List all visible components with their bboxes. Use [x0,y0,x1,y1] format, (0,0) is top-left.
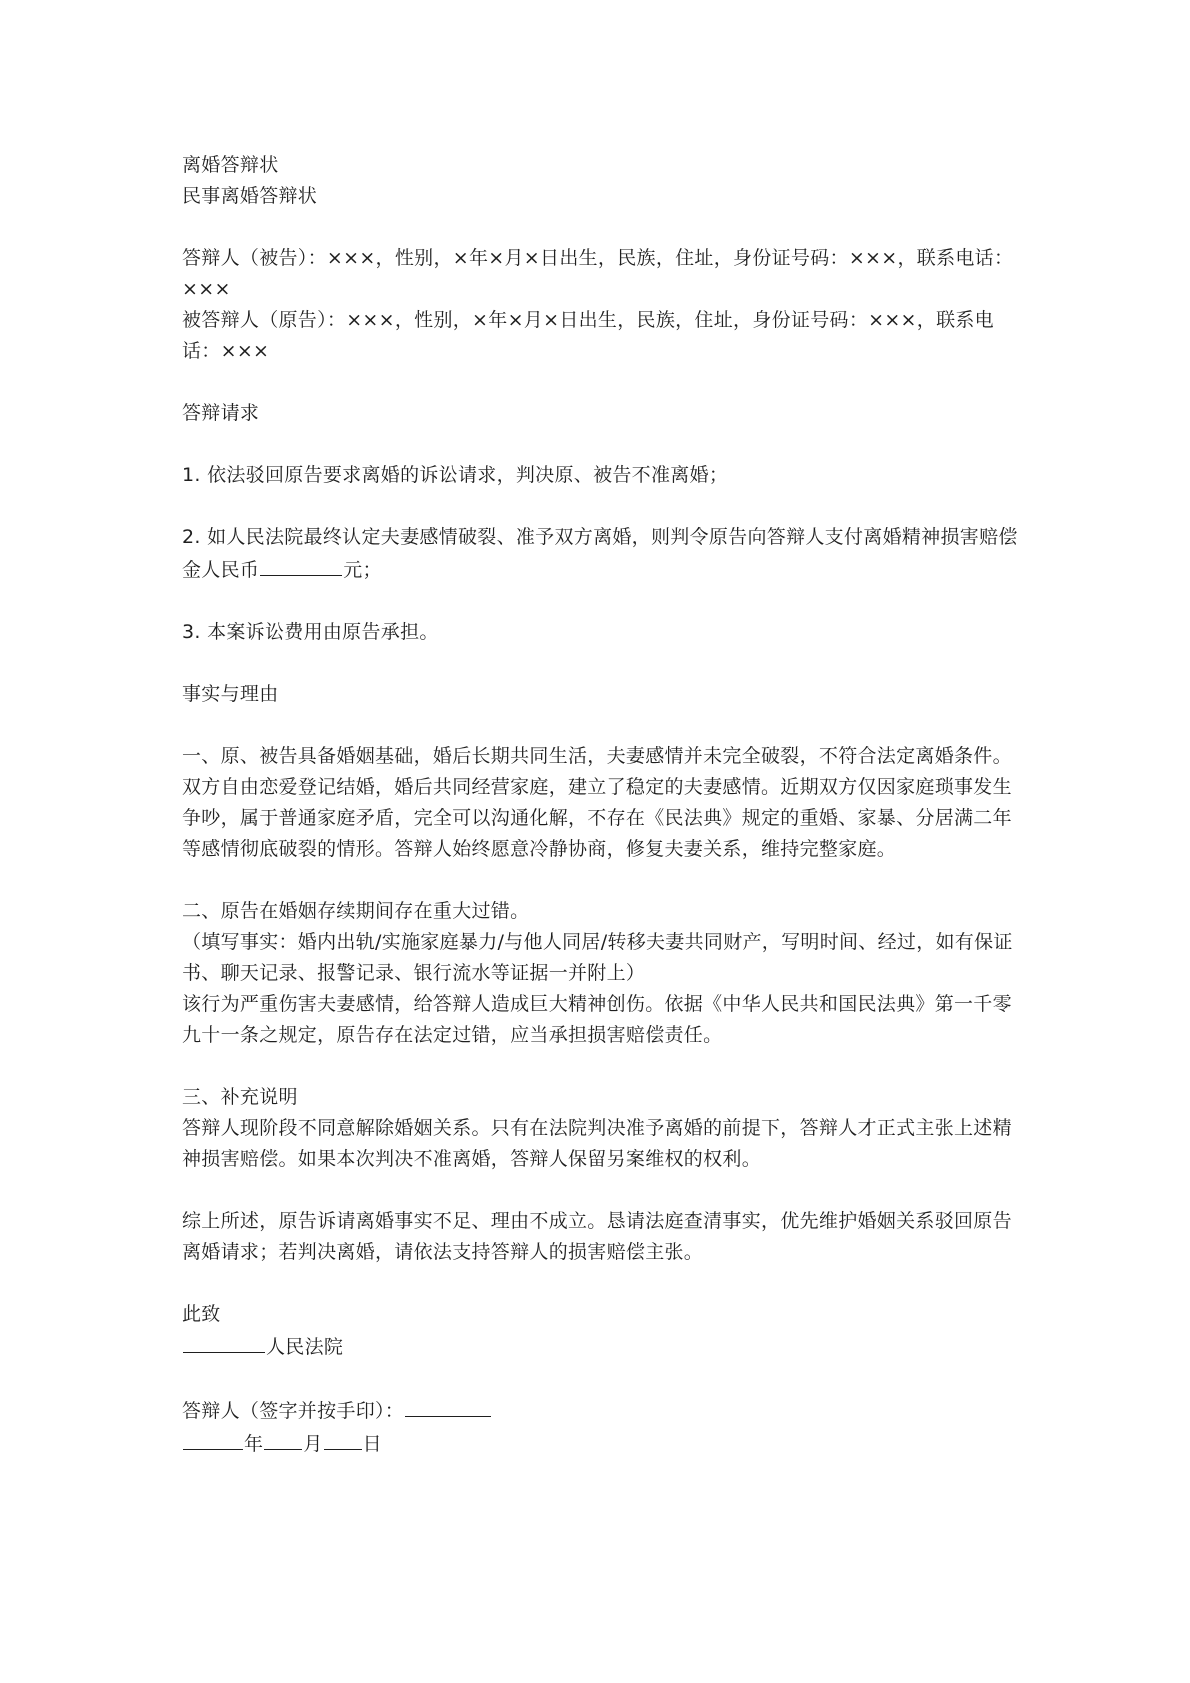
year-label: 年 [244,1433,264,1455]
amount-blank [260,553,342,576]
section-1-body: 双方自由恋爱登记结婚，婚后共同经营家庭，建立了稳定的夫妻感情。近期双方仅因家庭琐事发生争吵，属于普通家庭矛盾，完全可以沟通化解，不存在《民法典》规定的重婚、家暴、分居满二年等感情彻底破裂的情形。答辩人始终愿意冷静协商，修复夫妻关系，维持完整家庭。 [182,776,1012,860]
plaintiff-info: 被答辩人（原告）：×××，性别，×年×月×日出生，民族，住址，身份证号码：×××，联系电话：××× [182,309,994,362]
requests-heading: 答辩请求 [182,402,260,424]
spacer [182,586,1022,617]
spacer [182,1051,1022,1082]
date-line [182,1427,1022,1460]
document-subtitle: 民事离婚答辩状 [182,185,318,207]
spacer [182,212,1022,243]
day-label: 日 [362,1433,382,1455]
spacer [182,491,1022,522]
spacer [182,367,1022,398]
month-blank [264,1427,302,1450]
signature-blank [405,1394,491,1417]
request-item-2-unit: 元； [343,559,382,581]
court-blank [183,1330,265,1353]
spacer [182,710,1022,741]
section-3-body: 答辩人现阶段不同意解除婚姻关系。只有在法院判决准予离婚的前提下，答辩人才正式主张上述精神损害赔偿。如果本次判决不准离婚，答辩人保留另案维权的权利。 [182,1117,1012,1170]
facts-heading: 事实与理由 [182,683,279,705]
court-line [182,1330,1022,1363]
section-1-title: 一、原、被告具备婚姻基础，婚后长期共同生活，夫妻感情并未完全破裂，不符合法定离婚条件。 [182,745,1012,767]
section-3-title: 三、补充说明 [182,1086,298,1108]
salutation: 此致 [182,1303,221,1325]
spacer [182,429,1022,460]
signature-line [182,1394,1022,1427]
request-item-2 [182,522,1022,586]
document-page [182,150,1022,1460]
year-blank [183,1427,243,1450]
respondent-info: 答辩人（被告）：×××，性别，×年×月×日出生，民族，住址，身份证号码：×××，联系电话：××× [182,247,1014,300]
court-suffix: 人民法院 [266,1336,344,1358]
day-blank [324,1427,362,1450]
signature-label: 答辩人（签字并按手印）： [182,1400,405,1422]
month-label: 月 [303,1433,323,1455]
spacer [182,1363,1022,1394]
request-item-1: 1. 依法驳回原告要求离婚的诉讼请求，判决原、被告不准离婚； [182,464,729,486]
request-item-3: 3. 本案诉讼费用由原告承担。 [182,621,439,643]
section-2-body: 该行为严重伤害夫妻感情，给答辩人造成巨大精神创伤。依据《中华人民共和国民法典》第一千零九十一条之规定，原告存在法定过错，应当承担损害赔偿责任。 [182,993,1012,1046]
spacer [182,1175,1022,1206]
spacer [182,648,1022,679]
conclusion: 综上所述，原告诉请离婚事实不足、理由不成立。恳请法庭查清事实，优先维护婚姻关系驳回原告离婚请求；若判决离婚，请依法支持答辩人的损害赔偿主张。 [182,1210,1012,1263]
spacer [182,1268,1022,1299]
request-item-2-text: 2. 如人民法院最终认定夫妻感情破裂、准予双方离婚，则判令原告向答辩人支付离婚精神损害赔偿金人民币 [182,526,1018,581]
spacer [182,865,1022,896]
document-title: 离婚答辩状 [182,154,279,176]
section-2-title: 二、原告在婚姻存续期间存在重大过错。 [182,900,530,922]
section-2-note: （填写事实：婚内出轨/实施家庭暴力/与他人同居/转移夫妻共同财产，写明时间、经过，如有保证书、聊天记录、报警记录、银行流水等证据一并附上） [182,931,1013,984]
